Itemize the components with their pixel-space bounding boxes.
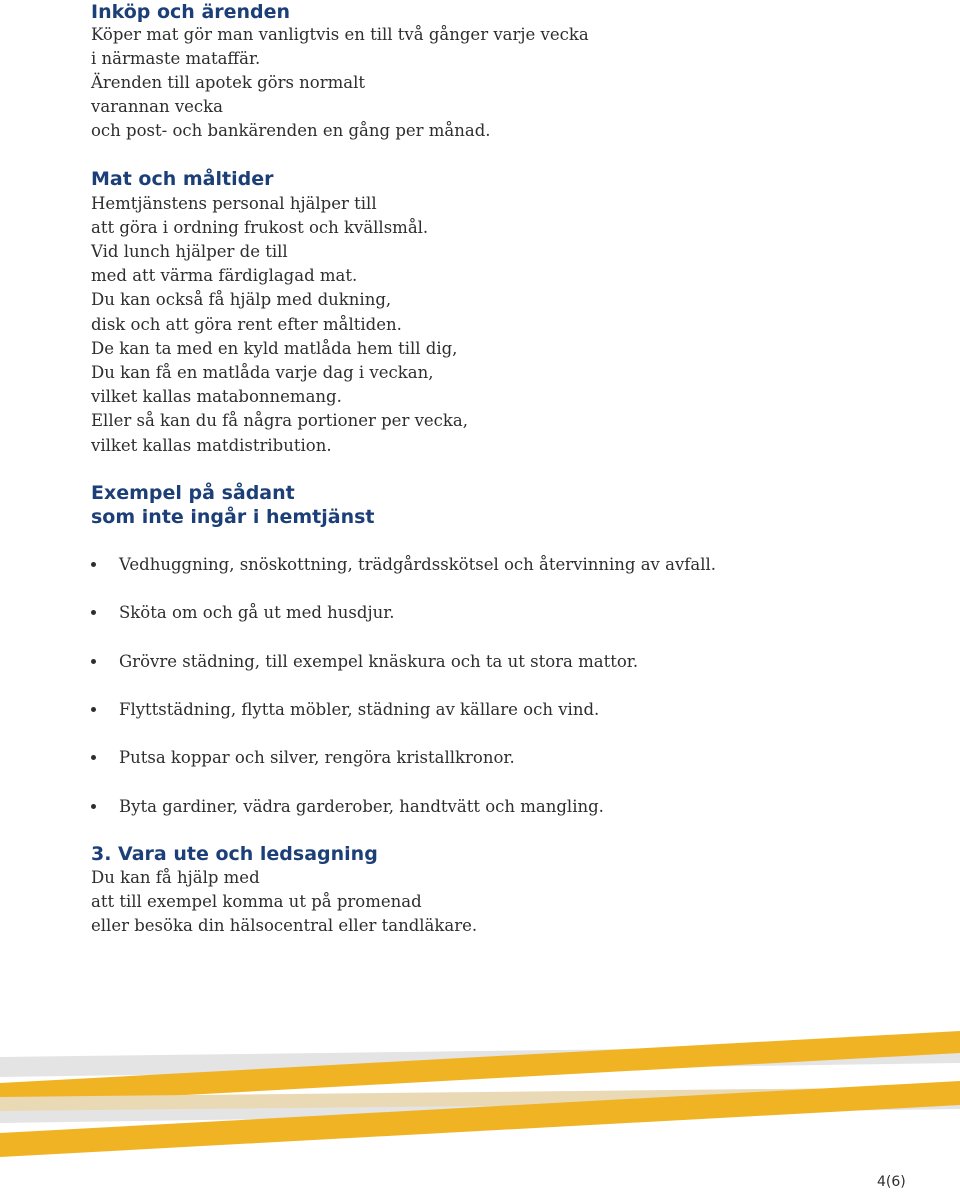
- text-line: vilket kallas matabonnemang.: [91, 387, 342, 406]
- list-item-text: Sköta om och gå ut med husdjur.: [119, 603, 395, 622]
- text-line: De kan ta med en kyld matlåda hem till dig,: [91, 339, 458, 358]
- heading-exempel-line2: som inte ingår i hemtjänst: [91, 506, 375, 528]
- bullet-icon: [91, 562, 96, 567]
- list-item-text: Flyttstädning, flytta möbler, städning av källare och vind.: [119, 700, 600, 719]
- text-line: disk och att göra rent efter måltiden.: [91, 315, 402, 334]
- list-item-text: Vedhuggning, snöskottning, trädgårdsskötsel och återvinning av avfall.: [119, 555, 717, 574]
- decorative-stripes: [0, 1025, 960, 1165]
- text-line: med att värma färdiglagad mat.: [91, 266, 358, 285]
- text-line: Eller så kan du få några portioner per vecka,: [91, 411, 468, 430]
- list-item-text: Putsa koppar och silver, rengöra kristallkronor.: [119, 748, 515, 767]
- heading-inkop: Inköp och ärenden: [91, 1, 291, 23]
- list-item-text: Grövre städning, till exempel knäskura och ta ut stora mattor.: [119, 652, 639, 671]
- bullet-icon: [91, 804, 96, 809]
- text-line: i närmaste mataffär.: [91, 49, 261, 68]
- text-line: vilket kallas matdistribution.: [91, 436, 332, 455]
- text-line: Vid lunch hjälper de till: [91, 242, 288, 261]
- text-line: Du kan få en matlåda varje dag i veckan,: [91, 363, 434, 382]
- text-line: Ärenden till apotek görs normalt: [91, 73, 366, 92]
- text-line: Du kan också få hjälp med dukning,: [91, 290, 392, 309]
- text-line: Du kan få hjälp med: [91, 868, 260, 887]
- bullet-icon: [91, 755, 96, 760]
- bullet-icon: [91, 610, 96, 615]
- text-line: att göra i ordning frukost och kvällsmål.: [91, 218, 429, 237]
- bullet-icon: [91, 707, 96, 712]
- text-line: Hemtjänstens personal hjälper till: [91, 194, 377, 213]
- page-number: 4(6): [877, 1174, 906, 1190]
- text-line: och post- och bankärenden en gång per månad.: [91, 121, 491, 140]
- text-line: att till exempel komma ut på promenad: [91, 892, 422, 911]
- text-line: Köper mat gör man vanligtvis en till två gånger varje vecka: [91, 25, 589, 44]
- text-line: eller besöka din hälsocentral eller tandläkare.: [91, 916, 478, 935]
- heading-mat: Mat och måltider: [91, 168, 274, 190]
- heading-vara-ute: 3. Vara ute och ledsagning: [91, 843, 378, 865]
- list-item-text: Byta gardiner, vädra garderober, handtvätt och mangling.: [119, 797, 604, 816]
- text-line: varannan vecka: [91, 97, 224, 116]
- heading-exempel: Exempel på sådant: [91, 482, 295, 504]
- bullet-icon: [91, 659, 96, 664]
